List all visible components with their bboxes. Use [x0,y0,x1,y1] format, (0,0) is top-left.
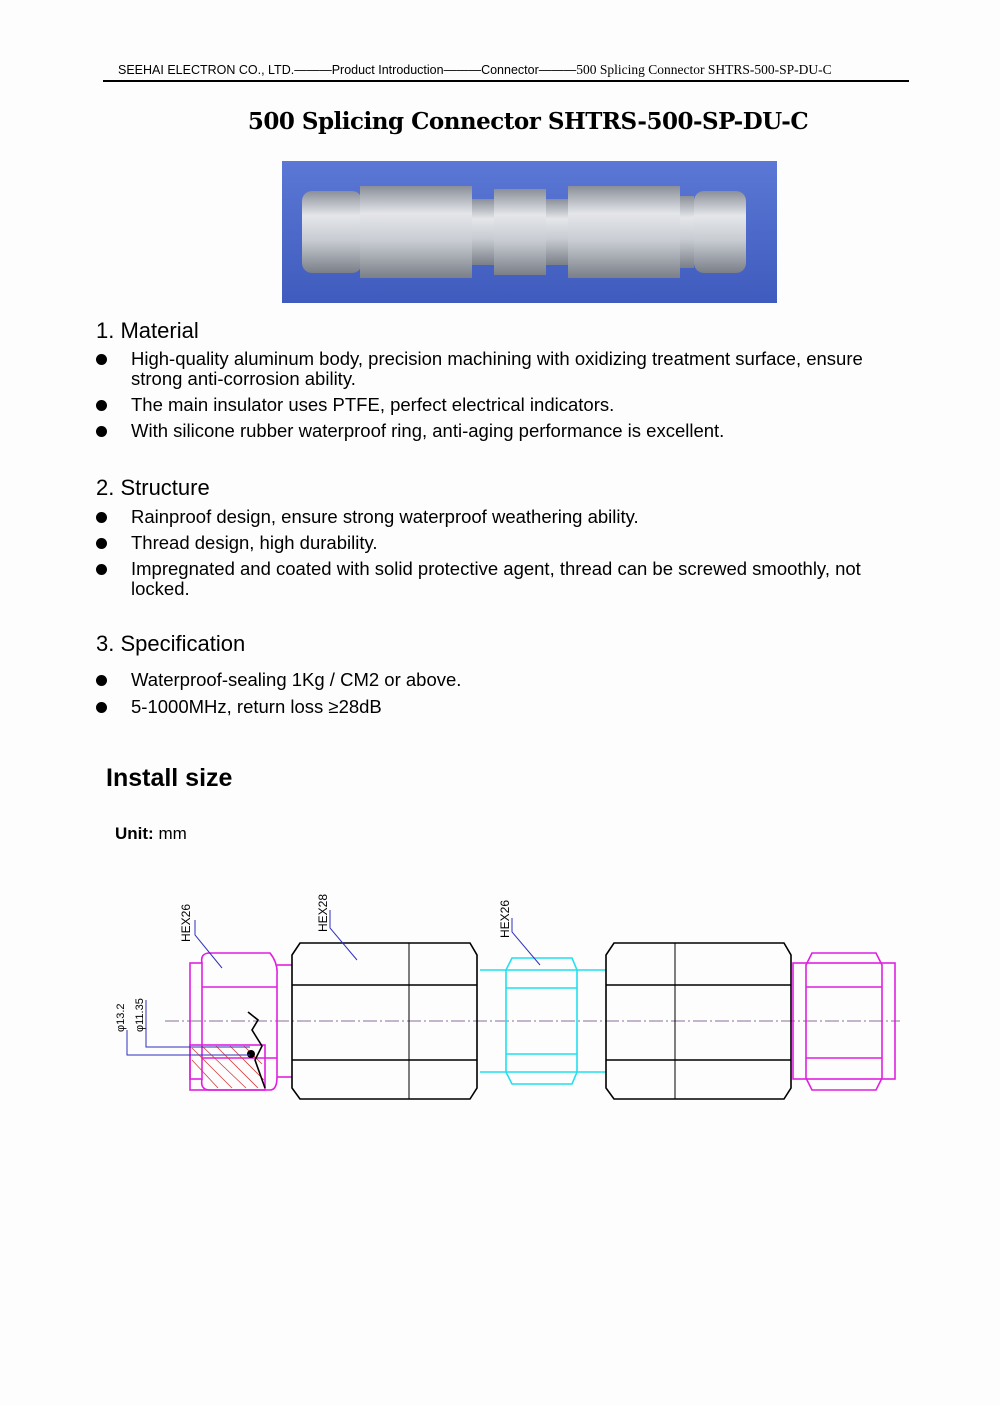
header-product: 500 Splicing Connector SHTRS-500-SP-DU-C [576,62,832,77]
label-hex28: HEX28 [316,893,330,932]
header-rule [103,80,909,82]
section-heading-structure: 2. Structure [96,475,210,500]
bullet-icon [96,512,107,523]
section-heading-specification: 3. Specification [96,631,246,656]
bullet-icon [96,400,107,411]
list-item [96,697,901,717]
header-company: SEEHAI ELECTRON CO., LTD. [118,63,295,77]
bullet-icon [96,538,107,549]
bullet-icon [96,564,107,575]
section-heading-material: 1. Material [96,318,199,343]
install-size-heading: Install size [106,764,233,792]
page-title: 500 Splicing Connector SHTRS-500-SP-DU-C [247,108,809,135]
header-sep: ——— [294,63,332,77]
label-hex26-left: HEX26 [179,903,193,942]
list-item-text: With silicone rubber waterproof ring, anti-aging performance is excellent. [131,420,725,441]
bullet-icon [96,426,107,437]
header-section: Product Introduction [331,63,444,77]
list-item [96,507,901,527]
list-item-text: Impregnated and coated with solid protective agent, thread can be screwed smoothly, not locked. [131,558,861,599]
list-item [96,559,901,599]
label-dia-13-2: φ13.2 [115,1003,127,1032]
list-item-text: The main insulator uses PTFE, perfect electrical indicators. [131,394,615,415]
unit-label [115,824,187,844]
unit-value: mm [158,824,187,843]
list-item-text: 5-1000MHz, return loss ≥28dB [131,696,382,717]
thread-profile [248,1012,265,1088]
list-item [96,533,901,553]
list-item [96,421,901,441]
list-item-text: Waterproof-sealing 1Kg / CM2 or above. [131,669,462,690]
header-sep: ——— [538,63,577,77]
header-category: Connector [481,63,539,77]
o-ring [247,1050,255,1058]
list-item-text: Thread design, high durability. [131,532,378,553]
bullet-icon [96,702,107,713]
header-sep: ——— [443,63,482,77]
label-hex26-middle: HEX26 [498,899,512,938]
label-dia-11-35: φ11.35 [134,998,146,1032]
drawing-labels [115,894,512,1032]
bullet-icon [96,354,107,365]
product-photo [282,161,777,303]
list-item [96,395,901,415]
bullet-icon [96,675,107,686]
unit-key: Unit: [115,824,154,843]
list-item-text: High-quality aluminum body, precision machining with oxidizing treatment surface, ensure strong anti-corrosion ability. [131,348,863,389]
install-size-drawing [0,880,1000,1110]
list-item [96,670,901,690]
list-item [96,349,901,389]
list-item-text: Rainproof design, ensure strong waterproof weathering ability. [131,506,639,527]
running-header [118,62,832,78]
